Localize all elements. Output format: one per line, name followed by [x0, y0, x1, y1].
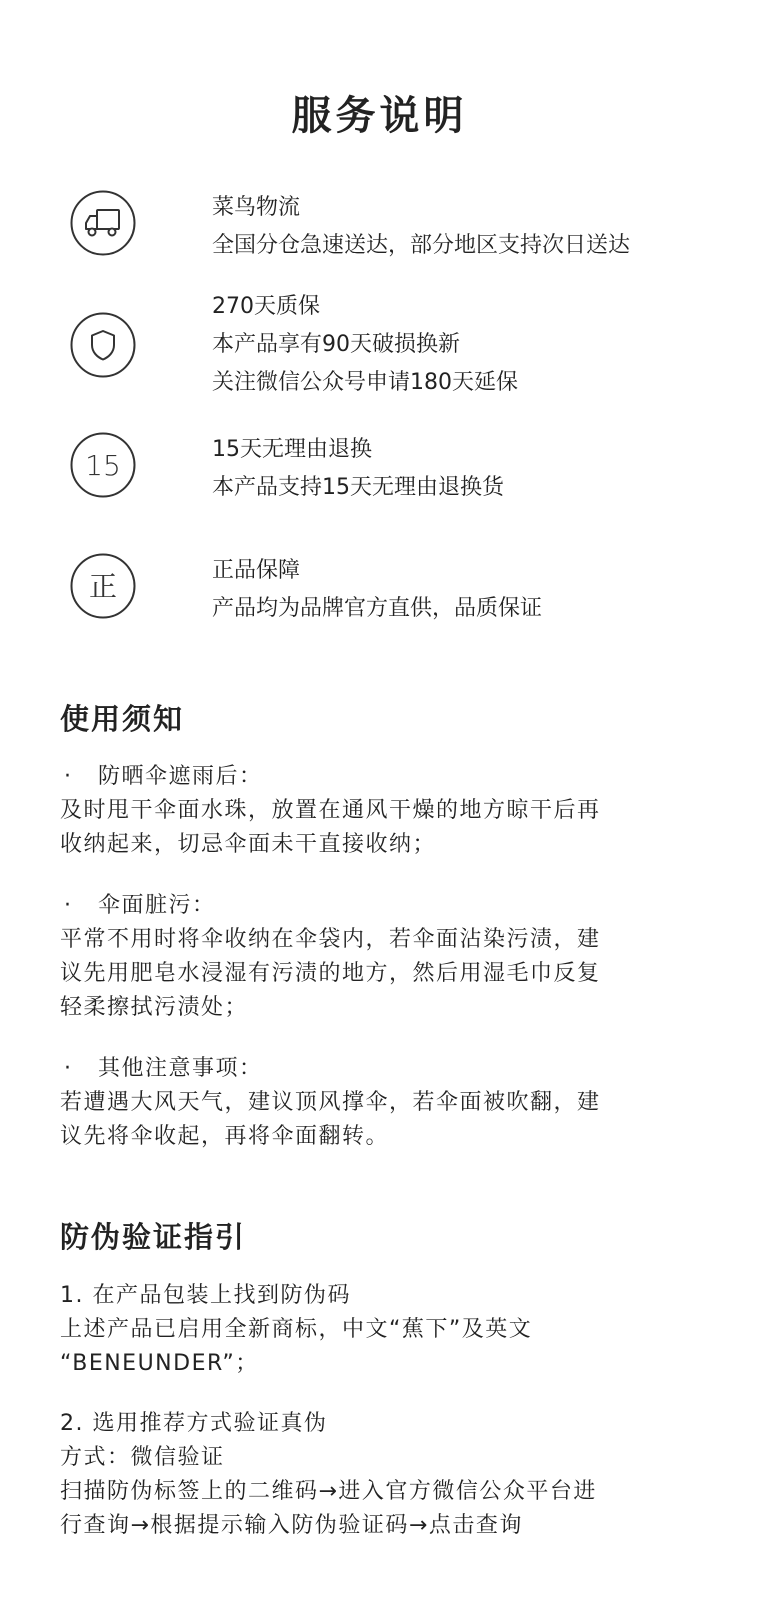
step-line: 扫描防伪标签上的二维码→进入官方微信公众平台进	[60, 1479, 597, 1504]
service-genuine	[212, 552, 542, 628]
service-desc: 本产品支持15天无理由退换货	[212, 475, 504, 500]
usage-line: 平常不用时将伞收纳在伞袋内，若伞面沾染污渍，建	[60, 927, 601, 952]
usage-item-other	[60, 1052, 700, 1154]
fifteen-days-icon	[70, 432, 136, 498]
bullet: ·	[64, 1056, 73, 1081]
service-title: 菜鸟物流	[212, 195, 301, 220]
step-title: 2. 选用推荐方式验证真伪	[60, 1411, 328, 1436]
usage-line: 收纳起来，切忌伞面未干直接收纳；	[60, 832, 437, 857]
service-warranty	[212, 288, 518, 402]
service-desc: 产品均为品牌官方直供，品质保证	[212, 596, 543, 621]
fifteen-icon-text: 15	[85, 449, 121, 482]
step-line: “BENEUNDER”；	[60, 1351, 259, 1376]
service-desc: 关注微信公众号申请180天延保	[212, 370, 518, 395]
usage-line: 及时甩干伞面水珠，放置在通风干燥的地方晾干后再	[60, 798, 601, 823]
usage-item-title: 伞面脏污：	[98, 893, 216, 918]
service-title: 正品保障	[212, 558, 301, 583]
usage-item-title: 防晒伞遮雨后：	[98, 764, 263, 789]
usage-item-rain	[60, 760, 700, 862]
service-desc: 全国分仓急速送达，部分地区支持次日送达	[212, 233, 631, 258]
usage-line: 议先用肥皂水浸湿有污渍的地方，然后用湿毛巾反复	[60, 961, 601, 986]
bullet: ·	[64, 764, 73, 789]
usage-line: 若遭遇大风天气，建议顶风撑伞，若伞面被吹翻，建	[60, 1090, 601, 1115]
service-logistics	[212, 189, 630, 265]
usage-item-title: 其他注意事项：	[98, 1056, 263, 1081]
service-desc: 本产品享有90天破损换新	[212, 332, 460, 357]
service-title: 15天无理由退换	[212, 437, 372, 462]
anti-fake-heading: 防伪验证指引	[60, 1220, 247, 1254]
usage-heading: 使用须知	[60, 702, 185, 736]
genuine-icon	[70, 553, 136, 619]
step-title: 1. 在产品包装上找到防伪码	[60, 1283, 351, 1308]
service-title: 270天质保	[212, 294, 320, 319]
usage-item-dirty	[60, 889, 700, 1025]
bullet: ·	[64, 893, 73, 918]
shield-icon	[70, 312, 136, 378]
anti-fake-step-2	[60, 1407, 700, 1543]
step-line: 上述产品已启用全新商标，中文“蕉下”及英文	[60, 1317, 533, 1342]
page-title: 服务说明	[291, 93, 468, 139]
genuine-icon-text: 正	[88, 570, 118, 603]
anti-fake-step-1	[60, 1279, 700, 1381]
truck-icon	[70, 190, 136, 256]
usage-line: 轻柔擦拭污渍处；	[60, 995, 249, 1020]
step-line: 行查询→根据提示输入防伪验证码→点击查询	[60, 1513, 523, 1538]
service-return	[212, 431, 504, 507]
step-line: 方式：微信验证	[60, 1445, 225, 1470]
usage-line: 议先将伞收起，再将伞面翻转。	[60, 1124, 390, 1149]
